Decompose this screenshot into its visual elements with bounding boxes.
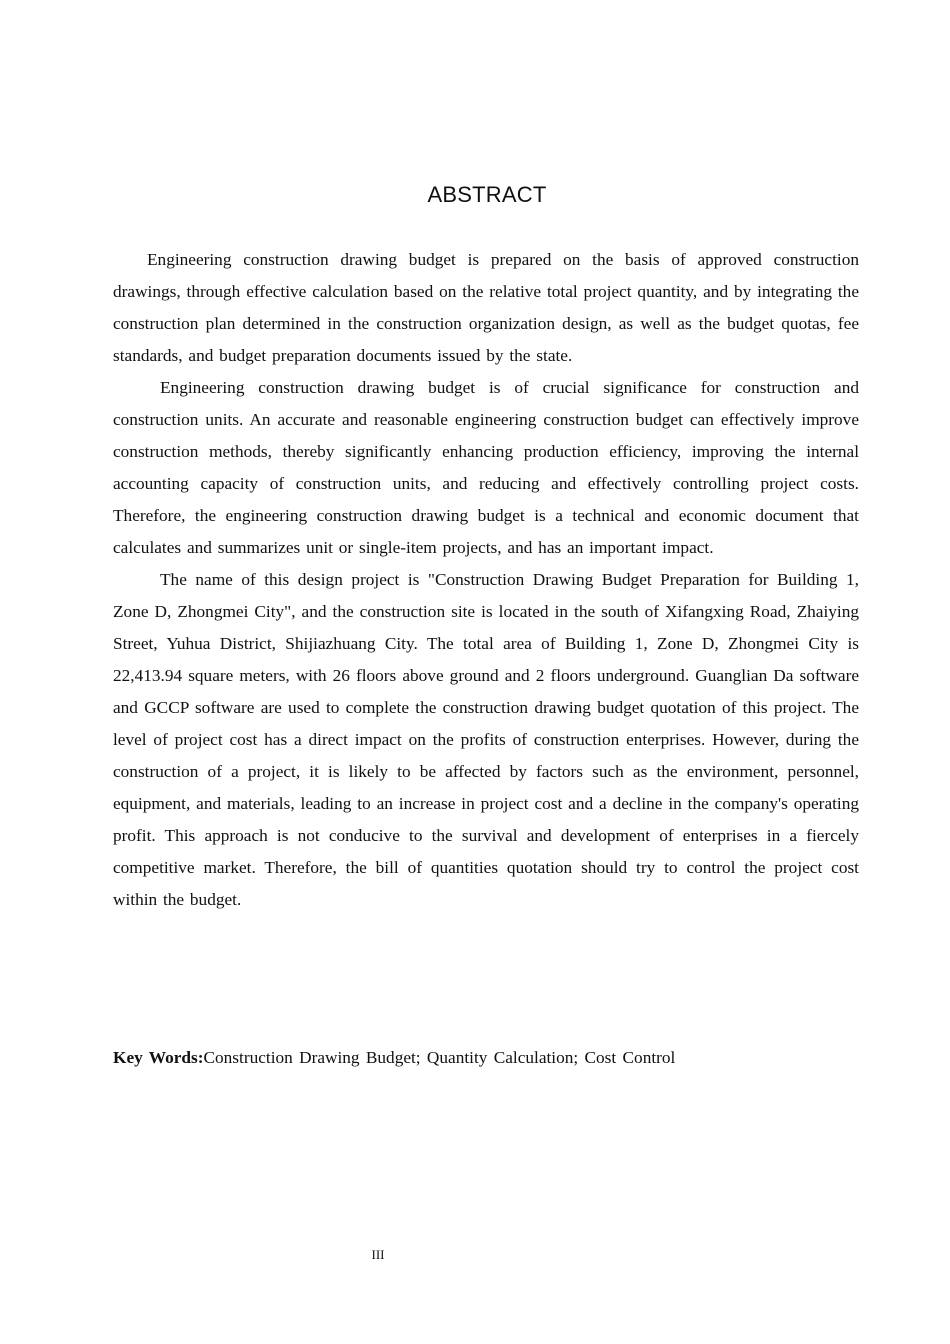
abstract-body	[113, 244, 859, 916]
page-title: ABSTRACT	[427, 182, 547, 207]
abstract-paragraph-3: The name of this design project is "Construction Drawing Budget Preparation for Building 1, Zone D, Zhongmei City", and the construction site is located in the south of Xifangxing Road, Zhaiying Street, Yuhua District, Shijiazhuang City. The total area of Building 1, Zone D, Zhongmei City is 22,413.94 square meters, with 26 floors above ground and 2 floors underground. Guanglian Da software and GCCP software are used to complete the construction drawing budget quotation of this project. The level of project cost has a direct impact on the profits of construction enterprises. However, during the construction of a project, it is likely to be affected by factors such as the environment, personnel, equipment, and materials, leading to an increase in project cost and a decline in the company's operating profit. This approach is not conducive to the survival and development of enterprises in a fiercely competitive market. Therefore, the bill of quantities quotation should try to control the project cost within the budget.	[113, 570, 859, 909]
abstract-paragraph-2: Engineering construction drawing budget is of crucial significance for construction and construction units. An accurate and reasonable engineering construction budget can effectively improve construction methods, thereby significantly enhancing production efficiency, improving the internal accounting capacity of construction units, and reducing and effectively controlling project costs. Therefore, the engineering construction drawing budget is a technical and economic document that calculates and summarizes unit or single-item projects, and has an important impact.	[113, 378, 859, 557]
keywords-text: Construction Drawing Budget; Quantity Calculation; Cost Control	[203, 1048, 676, 1067]
keywords-line	[113, 1042, 873, 1074]
page-number: III	[371, 1247, 385, 1262]
keywords-label: Key Words:	[113, 1048, 204, 1067]
abstract-paragraph-1: Engineering construction drawing budget is prepared on the basis of approved construction drawings, through effective calculation based on the relative total project quantity, and by integrating the construction plan determined in the construction organization design, as well as the budget quotas, fee standards, and budget preparation documents issued by the state.	[113, 250, 859, 365]
